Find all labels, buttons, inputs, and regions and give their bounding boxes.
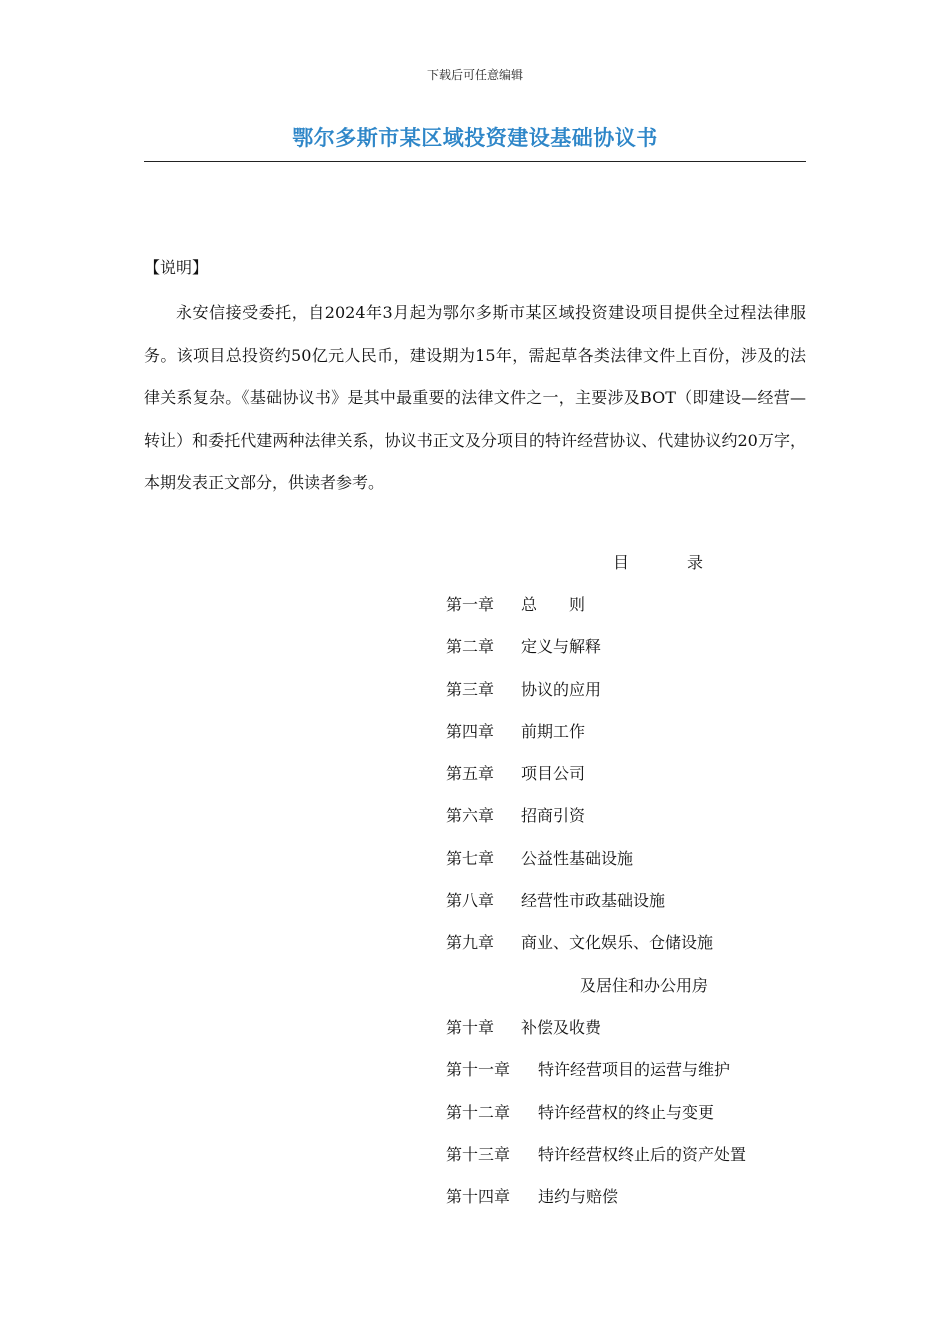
header-note: 下载后可任意编辑 [426, 68, 523, 82]
intro-paragraph: 永安信接受委托，自2024年3月起为鄂尔多斯市某区域投资建设项目提供全过程法律服务。该项目总投资约50亿元人民币，建设期为15年，需起草各类法律文件上百份，涉及的法律关系复杂。《基础协议书》是其中最重要的法律文件之一，主要涉及BOT（即建设—经营—转让）和委托代建两种法律关系，协议书正文及分项目的特许经营协议、代建协议约20万字，本期发表正文部分，供读者参考。 [144, 303, 806, 492]
toc-item [446, 677, 806, 719]
toc-title: 总 则 [521, 595, 586, 614]
toc-chapter: 第八章 [446, 891, 495, 911]
toc-chapter: 第四章 [446, 721, 495, 741]
table-of-contents [446, 592, 806, 1226]
toc-title: 商业、文化娱乐、仓储设施 [521, 933, 714, 953]
toc-title: 招商引资 [521, 806, 586, 826]
toc-item [446, 888, 806, 930]
toc-item [446, 930, 806, 972]
toc-chapter: 第十二章 [446, 1102, 511, 1122]
toc-item [446, 803, 806, 845]
toc-item [446, 1142, 806, 1184]
toc-item [446, 592, 806, 634]
toc-heading-right: 录 [687, 553, 704, 572]
toc-item-continuation [446, 973, 806, 1015]
toc-title: 特许经营项目的运营与维护 [538, 1060, 731, 1080]
toc-item [446, 761, 806, 803]
toc-item [446, 1015, 806, 1057]
toc-title: 特许经营权终止后的资产处置 [538, 1144, 747, 1164]
toc-title: 前期工作 [521, 721, 586, 741]
toc-chapter: 第五章 [446, 764, 495, 784]
toc-title: 公益性基础设施 [521, 848, 634, 868]
toc-item [446, 1100, 806, 1142]
toc-title: 项目公司 [521, 764, 586, 784]
toc-item [446, 634, 806, 676]
toc-item [446, 846, 806, 888]
toc-chapter: 第二章 [446, 637, 495, 657]
toc-item [446, 719, 806, 761]
toc-title: 违约与赔偿 [538, 1187, 619, 1207]
toc-chapter: 第十章 [446, 1017, 495, 1037]
toc-chapter: 第十四章 [446, 1187, 511, 1207]
toc-title: 协议的应用 [521, 679, 602, 699]
toc-title: 经营性市政基础设施 [521, 891, 666, 911]
toc-chapter: 第七章 [446, 848, 495, 868]
section-label: 【说明】 [144, 258, 209, 277]
toc-item [446, 1184, 806, 1226]
toc-item [446, 1057, 806, 1099]
toc-heading-left: 目 [613, 553, 630, 572]
document-title: 鄂尔多斯市某区域投资建设基础协议书 [292, 126, 658, 150]
toc-chapter: 第一章 [446, 595, 495, 614]
toc-heading [613, 550, 703, 573]
toc-chapter: 第九章 [446, 933, 495, 953]
toc-chapter: 第十一章 [446, 1060, 511, 1080]
toc-chapter: 第三章 [446, 679, 495, 699]
title-divider [144, 161, 806, 162]
toc-chapter: 第十三章 [446, 1144, 511, 1164]
toc-title: 特许经营权的终止与变更 [538, 1102, 715, 1122]
toc-title: 及居住和办公用房 [580, 975, 709, 995]
toc-title: 定义与解释 [521, 637, 602, 657]
toc-chapter: 第六章 [446, 806, 495, 826]
toc-title: 补偿及收费 [521, 1017, 602, 1037]
